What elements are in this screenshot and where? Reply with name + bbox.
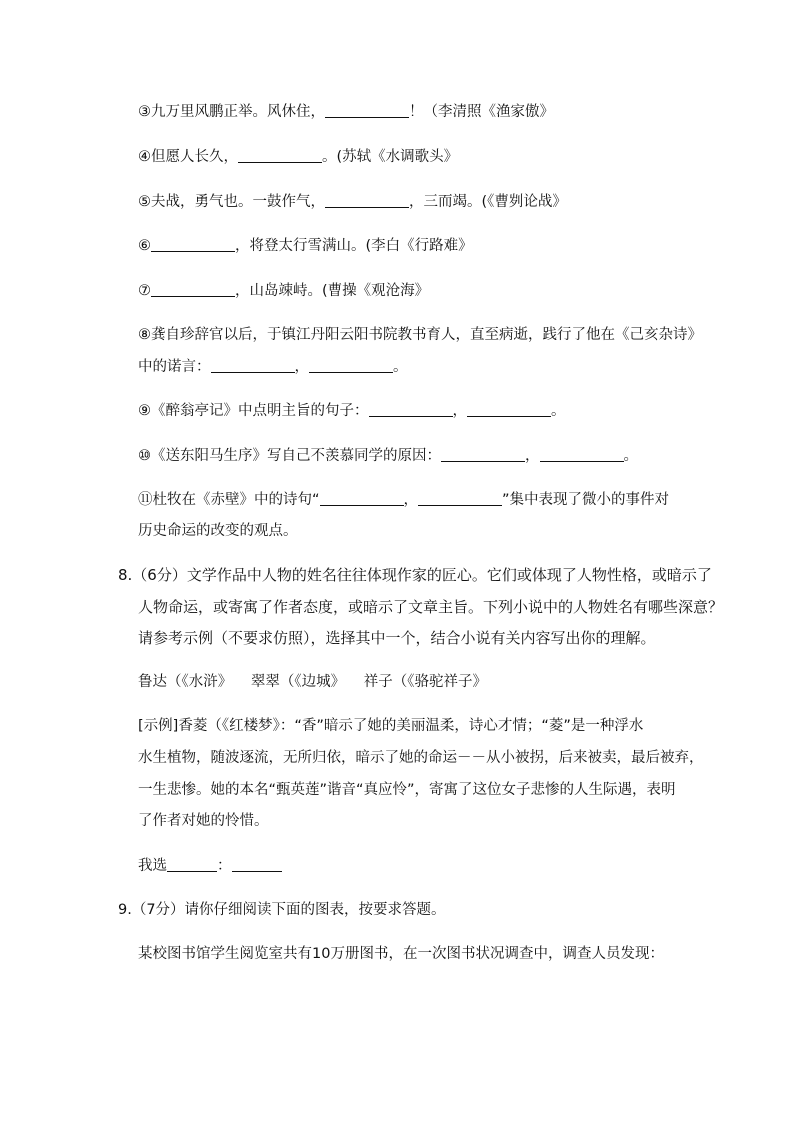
item-7-text: ⑦: [138, 283, 151, 299]
q8-choice: [138, 856, 282, 876]
item-8-end: 。: [393, 359, 408, 375]
item-8-mid: ，: [294, 359, 309, 375]
item-5: [138, 192, 567, 212]
item-11-line-2: 历史命运的改变的观点。: [138, 523, 298, 539]
q8-line-3: 请参考示例（不要求仿照），选择其中一个，结合小说有关内容写出你的理解。: [138, 629, 656, 647]
q8-choice-label: 我选: [138, 858, 167, 874]
q8-line-1: 8.（6分）文学作品中人物的姓名往往体现作家的匠心。它们或体现了人物性格，或暗示了: [118, 566, 712, 584]
item-6-source: ，将登太行雪满山。(李白《行路难》: [235, 238, 473, 254]
item-8-line-1: ⑧龚自珍辞官以后，于镇江丹阳云阳书院教书育人，直至病逝，践行了他在《己亥杂诗》: [138, 327, 702, 343]
item-6: [138, 236, 473, 256]
q8-example-line-3: 一生悲惨。她的本名“甄英莲”谐音“真应怜”，寄寓了这位女子悲惨的人生际遇，表明: [138, 782, 676, 798]
answer-blank[interactable]: [369, 401, 453, 417]
item-6-text: ⑥: [138, 238, 151, 254]
choice-blank[interactable]: [167, 856, 217, 872]
item-11-end: ”集中表现了微小的事件对: [502, 492, 670, 508]
answer-blank[interactable]: [441, 446, 525, 462]
answer-blank[interactable]: [540, 446, 624, 462]
q8-options: [138, 672, 487, 692]
item-10-mid: ，: [525, 448, 540, 464]
item-3: [138, 102, 554, 122]
item-5-source: 三而竭。(《曹刿论战》: [423, 194, 567, 210]
item-3-source: ！（李清照《渔家傲》: [409, 104, 554, 120]
answer-blank[interactable]: [211, 357, 295, 373]
q8-option-2: 翠翠（《边城》: [250, 674, 346, 690]
q8-example-line-1: [示例]香菱（《红楼梦》：“香”暗示了她的美丽温柔，诗心才情；“菱”是一种浮水: [138, 718, 644, 734]
item-4-text: ④但愿人长久，: [138, 149, 238, 165]
answer-blank[interactable]: [151, 281, 235, 297]
item-10-end: 。: [623, 448, 638, 464]
item-7: [138, 281, 429, 301]
answer-blank[interactable]: [467, 401, 551, 417]
item-9: [138, 401, 566, 421]
q8-choice-colon: ：: [217, 858, 232, 874]
item-9-end: 。: [551, 403, 566, 419]
answer-blank[interactable]: [238, 147, 322, 163]
q8-option-1: 鲁达（《水浒》: [138, 674, 233, 690]
q8-example-line-2: 水生植物，随波逐流，无所归依，暗示了她的命运－－从小被拐，后来被卖，最后被弃，: [138, 750, 704, 766]
answer-blank[interactable]: [325, 102, 409, 118]
item-9-text: ⑨《醉翁亭记》中点明主旨的句子：: [138, 403, 369, 419]
q8-example-line-4: 了作者对她的怜惜。: [138, 813, 269, 829]
answer-blank[interactable]: [418, 490, 502, 506]
q8-line-2: 人物命运，或寄寓了作者态度，或暗示了文章主旨。下列小说中的人物姓名有哪些深意？: [138, 598, 724, 616]
item-9-mid: ，: [452, 403, 467, 419]
item-11-line-1: [138, 490, 669, 510]
item-5-text: ⑤夫战，勇气也。一鼓作气，: [138, 194, 325, 210]
item-10-text: ⑩《送东阳马生序》写自己不羡慕同学的原因：: [138, 448, 441, 464]
answer-blank[interactable]: [325, 192, 409, 208]
item-3-text: ③九万里风鹏正举。风休住，: [138, 104, 325, 120]
answer-blank[interactable]: [151, 236, 235, 252]
item-7-source: ，山岛竦峙。(曹操《观沧海》: [235, 283, 430, 299]
q9-text: 某校图书馆学生阅览室共有10万册图书，在一次图书状况调查中，调查人员发现：: [138, 946, 664, 962]
item-4: [138, 147, 458, 167]
q8-option-3: 祥子（《骆驼祥子》: [363, 674, 487, 690]
item-11-mid: ，: [403, 492, 419, 508]
answer-blank[interactable]: [232, 856, 282, 872]
q9-title: 9.（7分）请你仔细阅读下面的图表，按要求答题。: [118, 902, 446, 918]
item-8-text: 中的诺言：: [138, 359, 211, 375]
item-10: [138, 446, 638, 466]
item-4-source: 。(苏轼《水调歌头》: [322, 149, 459, 165]
item-11-text: ⑪杜牧在《赤壁》中的诗句“: [138, 492, 320, 508]
item-8-line-2: [138, 357, 408, 377]
answer-blank[interactable]: [320, 490, 404, 506]
item-5-mid: ，: [409, 194, 424, 210]
answer-blank[interactable]: [309, 357, 393, 373]
